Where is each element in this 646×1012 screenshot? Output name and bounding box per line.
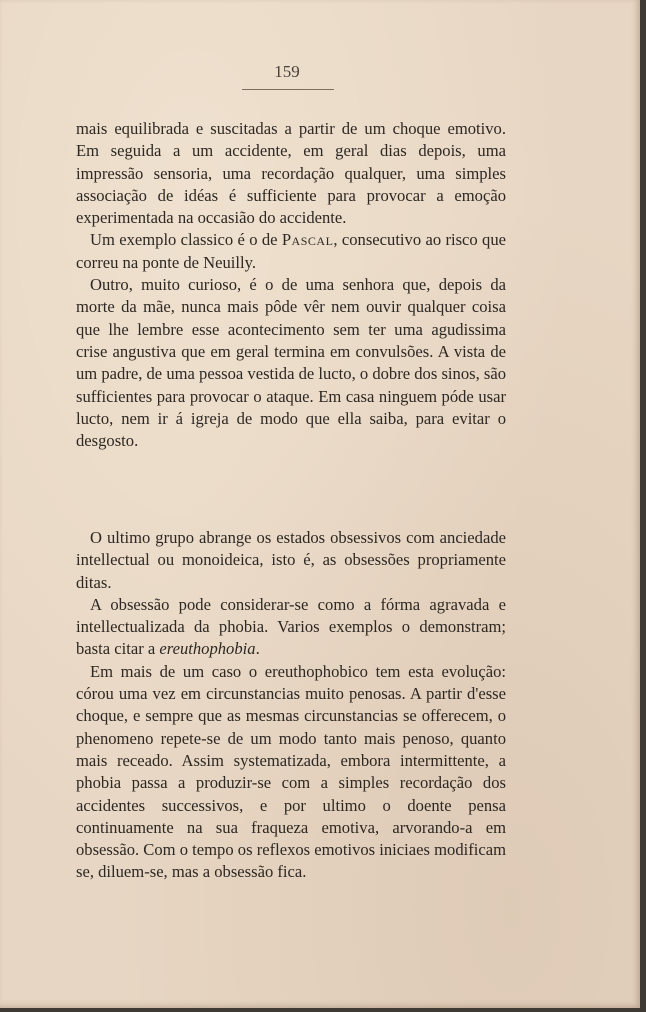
paragraph-text: Um exemplo classico é o de [90, 230, 282, 250]
paragraph-case: Outro, muito curioso, é o de uma senhora que, depois da morte da mãe, nunca mais pôde vêr nem ouvir qualquer coisa que lhe lembre esse acontecimento sem ter uma agudissima crise angustiva que em geral termina em convulsões. A vista de um padre, de uma pessoa vestida de lucto, o dobre dos sinos, são sufficientes para provocar o ataque. Em casa ninguem póde usar lucto, nem ir á igreja de modo que ella saiba, para evitar o desgosto. [76, 275, 506, 451]
paragraph-pascal [76, 229, 506, 274]
paragraph-obsession-phobia [76, 594, 506, 661]
paragraph-text: , consecutivo ao risco que correu na ponte de Neuilly. [76, 230, 506, 272]
paragraph-text: A obsessão pode considerar-se como a fórma agravada e intellectualizada da phobia. Varios exemplos o demonstram; basta citar a [76, 594, 506, 659]
text-section-1 [76, 118, 506, 452]
header-rule [242, 89, 334, 90]
paragraph-text: . [255, 639, 260, 659]
paragraph-continuation: mais equilibrada e suscitadas a partir de um choque emotivo. Em seguida a um accidente, em geral dias depois, uma impressão sensoria, uma recordação qualquer, uma simples associação de idéas é sufficiente para provocar a emoção experimentada na occasião do accidente. [76, 119, 506, 228]
paragraph-evolution: Em mais de um caso o ereuthophobico tem esta evolução: córou uma vez em circunstancias muito penosas. A partir d'esse choque, e sempre que as mesmas circunstancias se offerecem, o phenomeno repete-se de um modo tanto mais penoso, quanto mais receado. Assim systematizada, embora intermittente, a phobia passa a produzir-se com a simples recordação dos accidentes successivos, e por ultimo o doente pensa continuamente na sua fraqueza emotiva, arvorando-a em obsessão. Com o tempo os reflexos emotivos iniciaes modificam se, diluem-se, mas a obsessão fica. [76, 661, 506, 882]
italic-term: ereuthophobia [159, 639, 256, 659]
author-name: Pascal [281, 230, 334, 250]
paragraph-obsessive-group: O ultimo grupo abrange os estados obsessivos com anciedade intellectual ou monoideica, isto é, as obsessões propriamente ditas. [76, 528, 506, 592]
page-number: 159 [274, 62, 300, 81]
text-section-2 [76, 527, 506, 884]
